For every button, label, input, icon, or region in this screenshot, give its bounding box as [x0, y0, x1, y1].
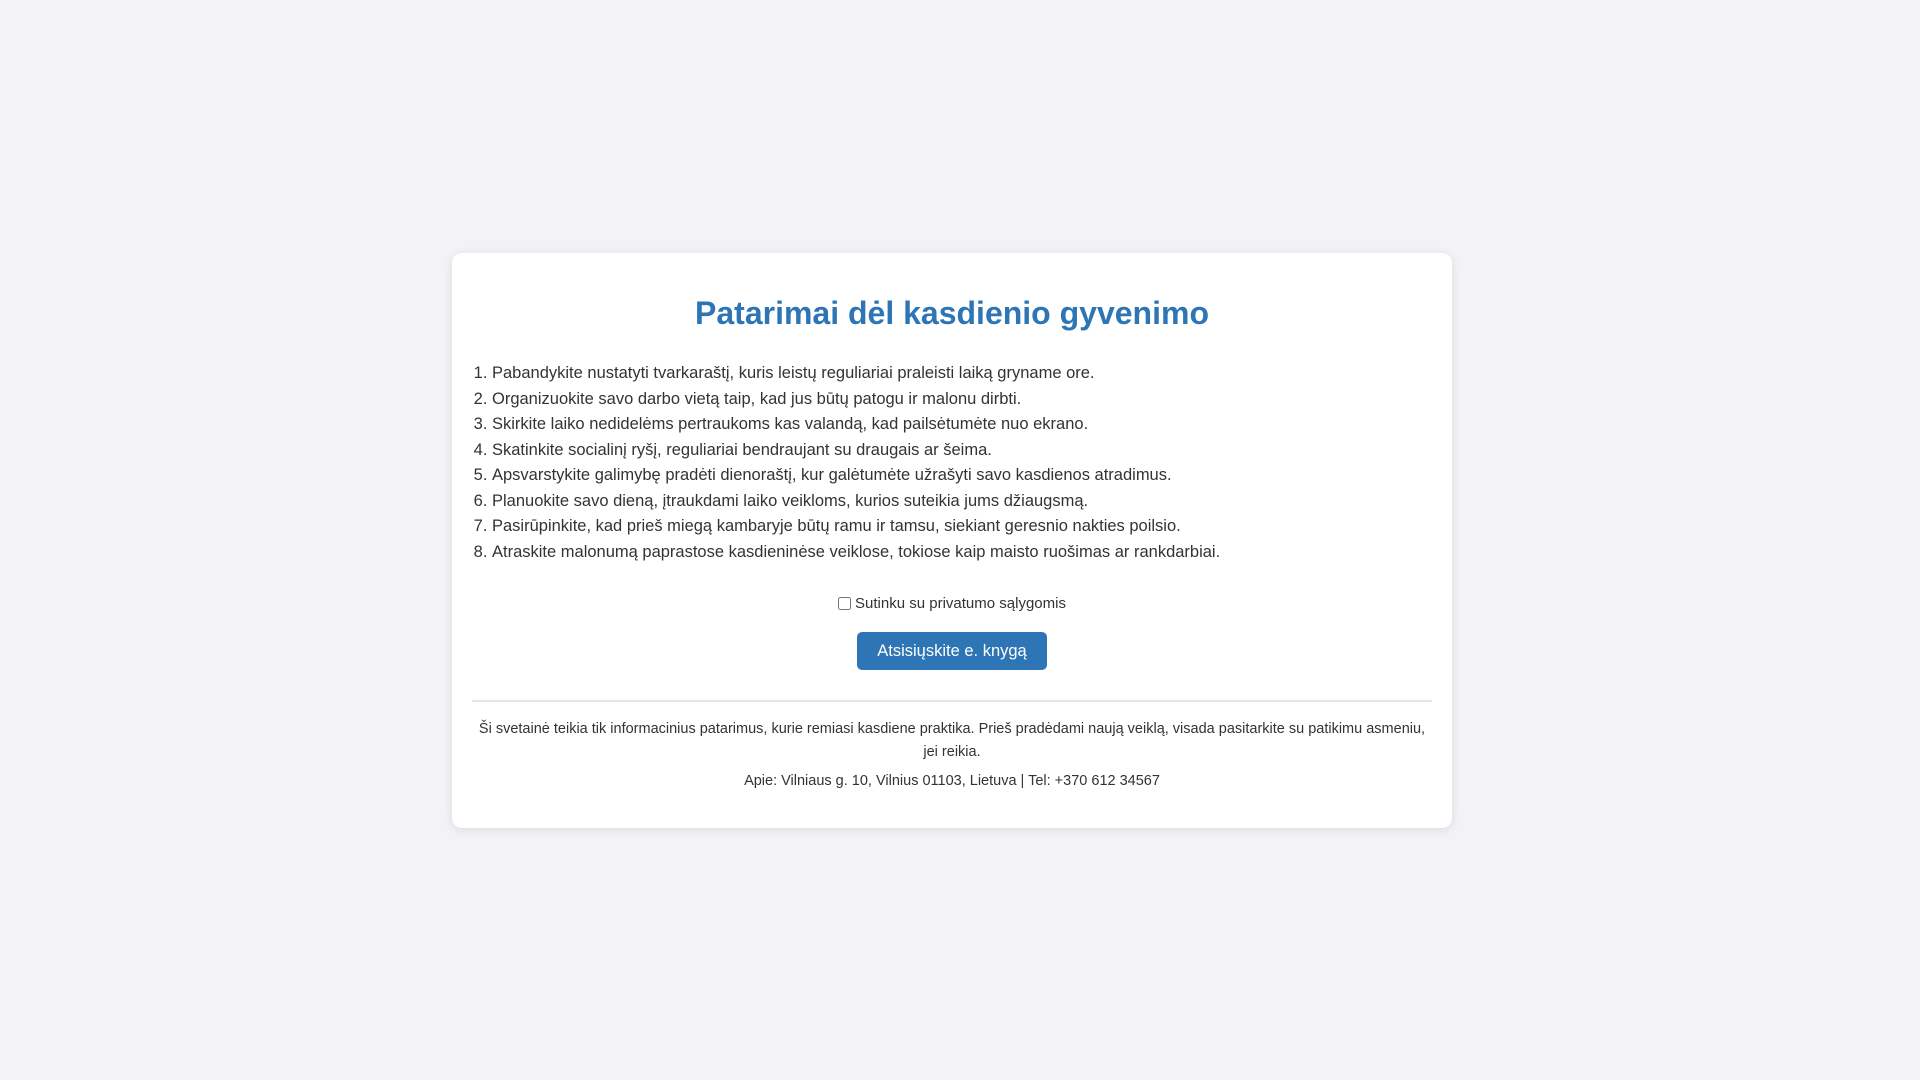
tip-item: 2. Organizuokite savo darbo vietą taip, kad jus būtų patogu ir malonu dirbti. [492, 387, 1432, 413]
download-button-wrap [472, 632, 1432, 670]
footer-contact: Apie: Vilniaus g. 10, Vilnius 01103, Lietuva | Tel: +370 612 34567 [744, 773, 1160, 789]
privacy-consent-checkbox[interactable] [838, 597, 851, 610]
download-ebook-button[interactable]: Atsisiųskite e. knygą [857, 632, 1046, 670]
tip-item: 7. Pasirūpinkite, kad prieš miegą kambaryje būtų ramu ir tamsu, siekiant geresnio nakties poilsio. [492, 514, 1432, 540]
footer-disclaimer: Ši svetainė teikia tik informacinius patarimus, kurie remiasi kasdiene praktika. Prieš pradėdami naują veiklą, visada pasitarkite su patikimu asmeniu, jei reikia. [478, 721, 1426, 760]
tip-item: 1. Pabandykite nustatyti tvarkaraštį, kuris leistų reguliariai praleisti laiką gryname ore. [492, 361, 1432, 387]
tip-item: 4. Skatinkite socialinį ryšį, reguliariai bendraujant su draugais ar šeima. [492, 438, 1432, 464]
tips-list [472, 361, 1432, 565]
privacy-consent-label: Sutinku su privatumo sąlygomis [855, 595, 1066, 612]
tip-item: 6. Planuokite savo dieną, įtraukdami laiko veikloms, kurios suteikia jums džiaugsmą. [492, 489, 1432, 515]
page-title: Patarimai dėl kasdienio gyvenimo [695, 295, 1209, 331]
tips-card [452, 253, 1452, 828]
footer [472, 718, 1432, 793]
privacy-consent[interactable] [472, 595, 1432, 612]
tip-item: 8. Atraskite malonumą paprastose kasdieninėse veiklose, tokiose kaip maisto ruošimas ar rankdarbiai. [492, 540, 1432, 566]
tip-item: 5. Apsvarstykite galimybę pradėti dienoraštį, kur galėtumėte užrašyti savo kasdienos atradimus. [492, 463, 1432, 489]
footer-divider [472, 700, 1432, 702]
tip-item: 3. Skirkite laiko nedidelėms pertraukoms kas valandą, kad pailsėtumėte nuo ekrano. [492, 412, 1432, 438]
